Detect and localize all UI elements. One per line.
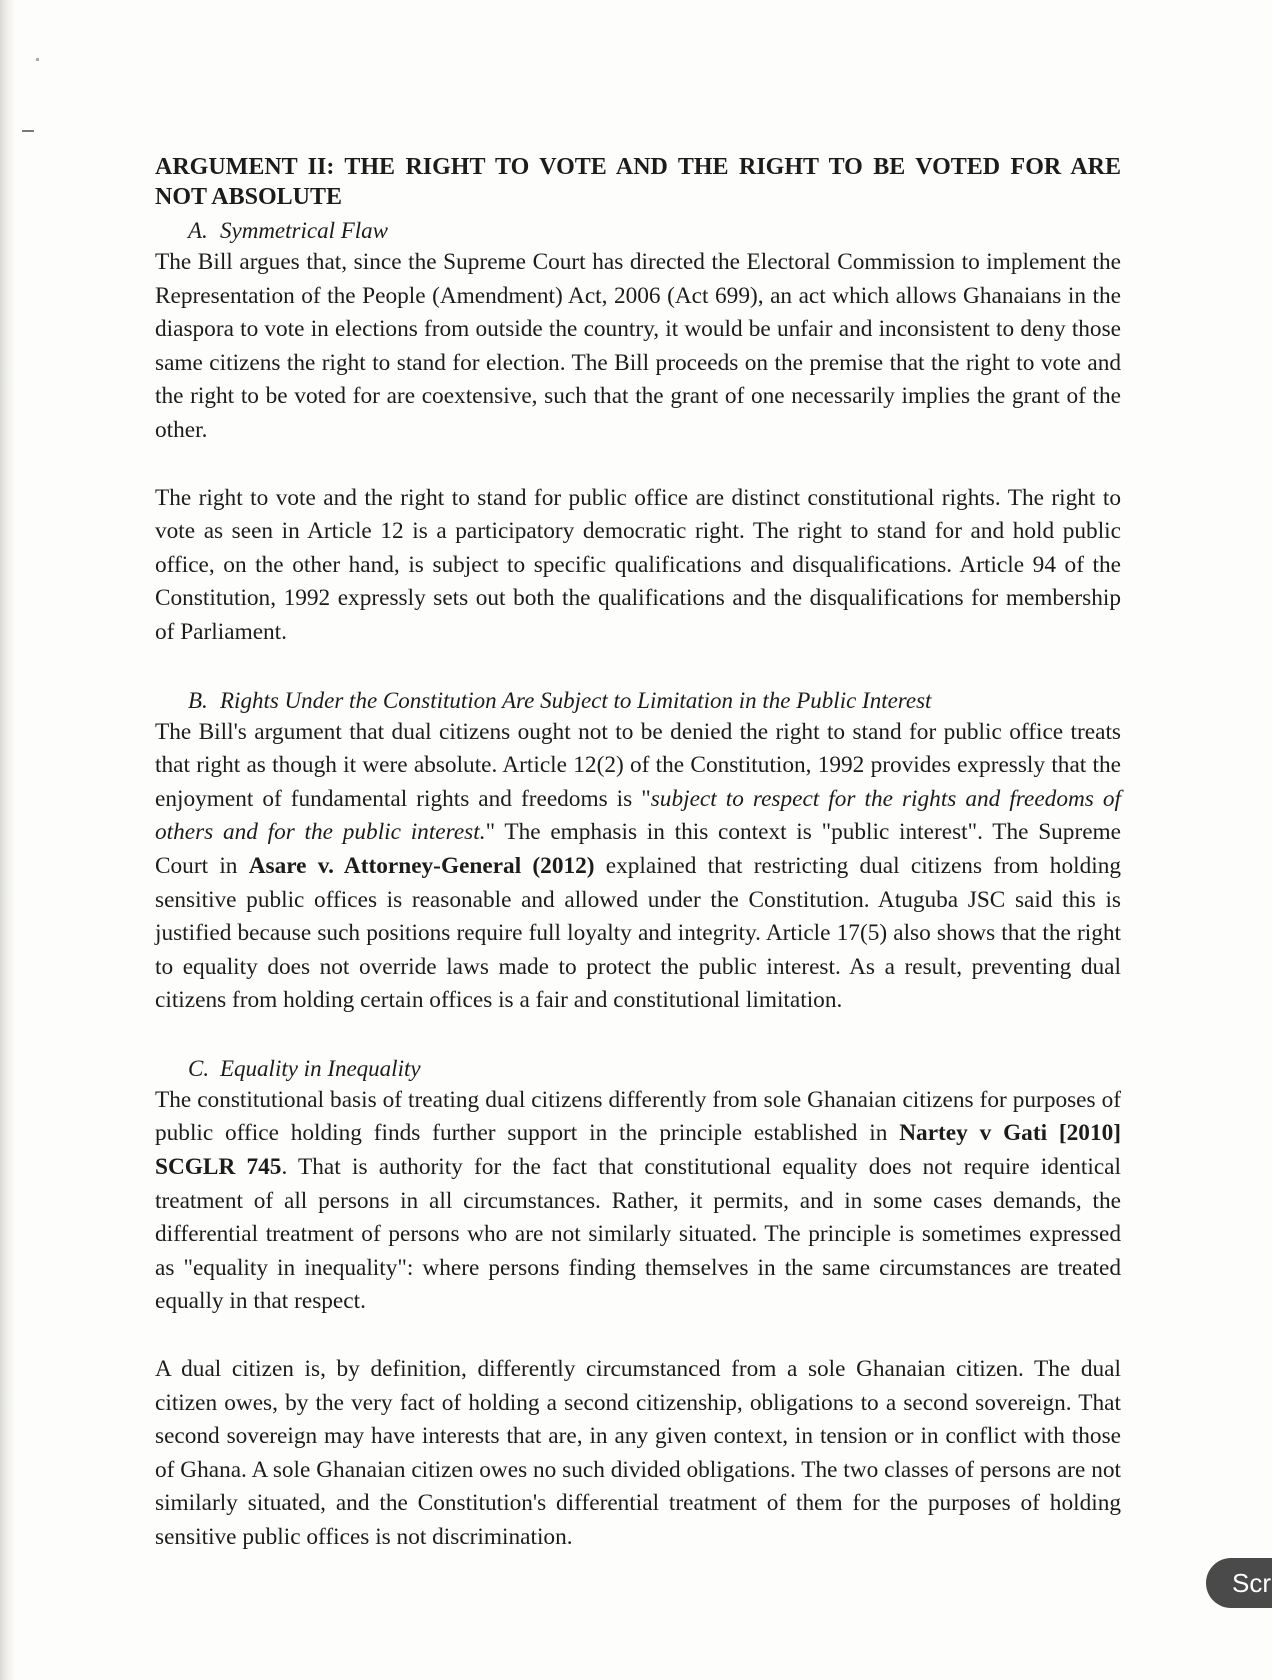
section-a-heading — [188, 216, 1121, 246]
section-b-heading — [188, 686, 1121, 716]
section-b-text-2: " The emphasis in this context is "public interest". The Supreme Court in — [155, 819, 1122, 879]
section-b-quote: subject to respect for the rights and freedoms of others and for the public interest. — [155, 785, 1122, 846]
scan-speck — [22, 130, 34, 132]
screenshot-button[interactable]: Scr — [1206, 1558, 1272, 1608]
case-citation-asare: Asare v. Attorney-General (2012) — [248, 852, 595, 879]
section-c-paragraph-1 — [155, 1084, 1121, 1319]
section-c-heading — [188, 1054, 1121, 1084]
section-a-letter: A. — [188, 218, 208, 243]
paragraph-gap — [155, 1018, 1121, 1050]
section-c-text-1: The constitutional basis of treating dual citizens differently from sole Ghanaian citizens for purposes of public office holding finds further support in the principle established in — [155, 1086, 1121, 1147]
section-b-letter: B. — [188, 687, 208, 713]
section-b-title: Rights Under the Constitution Are Subject to Limitation in the Public Interest — [220, 687, 932, 713]
section-b-paragraph-1 — [155, 716, 1121, 1018]
paragraph-gap — [155, 650, 1121, 682]
scan-edge — [0, 0, 14, 1680]
section-c-text-2: . That is authority for the fact that constitutional equality does not require identical treatment of all persons in all circumstances. Rather, it permits, and in some cases demands, the differential treatment of persons who are not similarly situated. The principle is sometimes expressed as "equality in inequality": where persons finding themselves in the same circumstances are treated equally in that respect. — [155, 1154, 1121, 1315]
section-c-paragraph-2: A dual citizen is, by definition, differently circumstanced from a sole Ghanaian citizen. The dual citizen owes, by the very fact of holding a second citizenship, obligations to a second sovereign. That second sovereign may have interests that are, in any given context, in tension or in conflict with those of Ghana. A sole Ghanaian citizen owes no such divided obligations. The two classes of persons are not similarly situated, and the Constitution's differential treatment of them for the purposes of holding sensitive public offices is not discrimination. — [155, 1356, 1121, 1550]
case-citation-nartey: Nartey v Gati [2010] SCGLR 745 — [155, 1120, 1121, 1181]
section-b-text-3: explained that restricting dual citizens from holding sensitive public offices is reasonable and allowed under the Constitution. Atuguba JSC said this is justified because such positions require full loyalty and integrity. Article 17(5) also shows that the right to equality does not override laws made to protect the public interest. As a result, preventing dual citizens from holding certain offices is a fair and constitutional limitation. — [155, 852, 1121, 1014]
paragraph-gap — [155, 448, 1121, 482]
section-a-paragraph-1: The Bill argues that, since the Supreme Court has directed the Electoral Commission to implement the Representation of the People (Amendment) Act, 2006 (Act 699), an act which allows Ghanaians in the diaspora to vote in elections from outside the country, it would be unfair and inconsistent to deny those same citizens the right to stand for election. The Bill proceeds on the premise that the right to vote and the right to be voted for are coextensive, such that the grant of one necessarily implies the grant of the other. — [155, 249, 1121, 443]
argument-heading: ARGUMENT II: THE RIGHT TO VOTE AND THE RIGHT TO BE VOTED FOR ARE NOT ABSOLUTE — [155, 154, 1121, 210]
paragraph-gap — [155, 1319, 1121, 1353]
section-c-title: Equality in Inequality — [220, 1055, 421, 1081]
document-page — [155, 152, 1121, 1555]
section-a-title: Symmetrical Flaw — [220, 218, 388, 243]
scan-speck — [36, 58, 39, 61]
section-c-letter: C. — [188, 1055, 210, 1081]
section-b-text-1: The Bill's argument that dual citizens ought not to be denied the right to stand for public office treats that right as though it were absolute. Article 12(2) of the Constitution, 1992 provides expressly that the enjoyment of fundamental rights and freedoms is " — [155, 718, 1121, 812]
section-a-paragraph-2: The right to vote and the right to stand for public office are distinct constitutional rights. The right to vote as seen in Article 12 is a participatory democratic right. The right to stand for and hold public office, on the other hand, is subject to specific qualifications and disqualifications. Article 94 of the Constitution, 1992 expressly sets out both the qualifications and the disqualifications for membership of Parliament. — [155, 484, 1121, 645]
